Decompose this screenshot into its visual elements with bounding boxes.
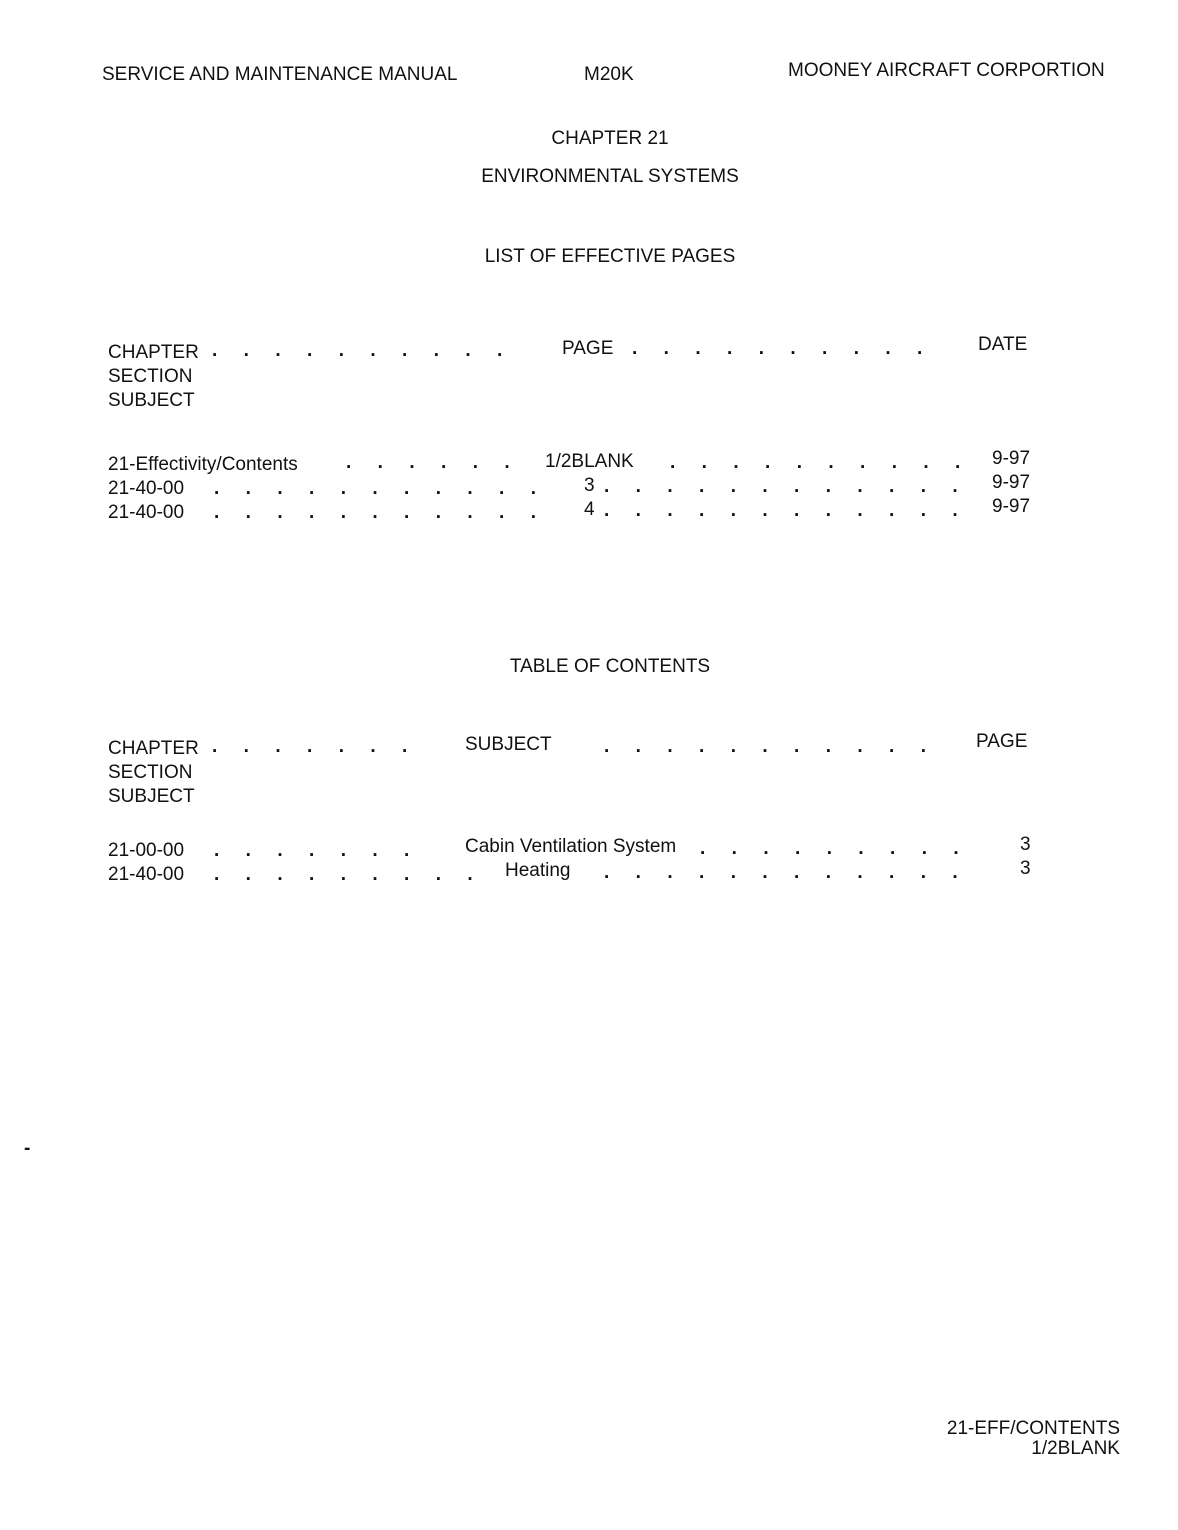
toc-header-section: SECTION <box>108 762 193 783</box>
lep-row-2-chapter: 21-40-00 <box>108 478 185 499</box>
header-company: MOONEY AIRCRAFT CORPORTION <box>788 60 1105 81</box>
lep-row-3-leader-1: . . . . . . . . . . . <box>214 502 537 523</box>
toc-row-1-leader-1: . . . . . . . <box>214 840 410 861</box>
toc-row-1-subject: Cabin Ventilation System <box>465 836 677 857</box>
lep-row-1-date: 9-97 <box>992 448 1031 469</box>
lep-row-1-leader-1: . . . . . . <box>346 452 510 473</box>
chapter-title: CHAPTER 21 <box>551 128 669 149</box>
lep-title: LIST OF EFFECTIVE PAGES <box>484 246 736 267</box>
toc-row-2-leader-2: . . . . . . . . . . . . <box>604 862 958 883</box>
footer-page-number: 1/2BLANK <box>1031 1438 1120 1459</box>
toc-row-2-subject: Heating <box>505 860 571 881</box>
toc-row-1-chapter: 21-00-00 <box>108 840 185 861</box>
lep-row-1-chapter: 21-Effectivity/Contents <box>108 454 298 475</box>
header-manual-title: SERVICE AND MAINTENANCE MANUAL <box>102 64 458 85</box>
lep-header-section: SECTION <box>108 366 193 387</box>
toc-row-2-leader-1: . . . . . . . . . <box>214 864 473 885</box>
toc-title: TABLE OF CONTENTS <box>509 656 711 677</box>
toc-row-2-chapter: 21-40-00 <box>108 864 185 885</box>
toc-row-1-page: 3 <box>1020 834 1031 855</box>
lep-header-page: PAGE <box>562 338 614 359</box>
toc-header-page: PAGE <box>976 731 1028 752</box>
lep-header-chapter: CHAPTER <box>108 342 199 363</box>
lep-row-1-page: 1/2BLANK <box>545 451 634 472</box>
toc-header-leader-2: . . . . . . . . . . . <box>604 736 927 757</box>
toc-header-subject: SUBJECT <box>108 786 195 807</box>
lep-row-2-leader-2: . . . . . . . . . . . . <box>604 476 958 497</box>
lep-row-3-date: 9-97 <box>992 496 1031 517</box>
lep-row-2-page: 3 <box>584 475 595 496</box>
toc-header-leader-1: . . . . . . . <box>212 736 408 757</box>
toc-header-subject-col: SUBJECT <box>465 734 552 755</box>
lep-row-3-chapter: 21-40-00 <box>108 502 185 523</box>
lep-row-2-leader-1: . . . . . . . . . . . <box>214 478 537 499</box>
toc-header-chapter: CHAPTER <box>108 738 199 759</box>
lep-row-2-date: 9-97 <box>992 472 1031 493</box>
scan-speck: - <box>24 1138 31 1159</box>
lep-header-leader-1: . . . . . . . . . . <box>212 340 503 361</box>
lep-row-3-leader-2: . . . . . . . . . . . . <box>604 500 958 521</box>
header-model: M20K <box>584 64 634 85</box>
chapter-subtitle: ENVIRONMENTAL SYSTEMS <box>481 166 739 187</box>
lep-row-1-leader-2: . . . . . . . . . . <box>670 452 961 473</box>
lep-header-subject: SUBJECT <box>108 390 195 411</box>
lep-row-3-page: 4 <box>584 499 595 520</box>
lep-header-leader-2: . . . . . . . . . . <box>632 338 923 359</box>
toc-row-1-leader-2: . . . . . . . . . <box>700 838 959 859</box>
footer-section-code: 21-EFF/CONTENTS <box>946 1418 1120 1439</box>
toc-row-2-page: 3 <box>1020 858 1031 879</box>
lep-header-date: DATE <box>978 334 1028 355</box>
